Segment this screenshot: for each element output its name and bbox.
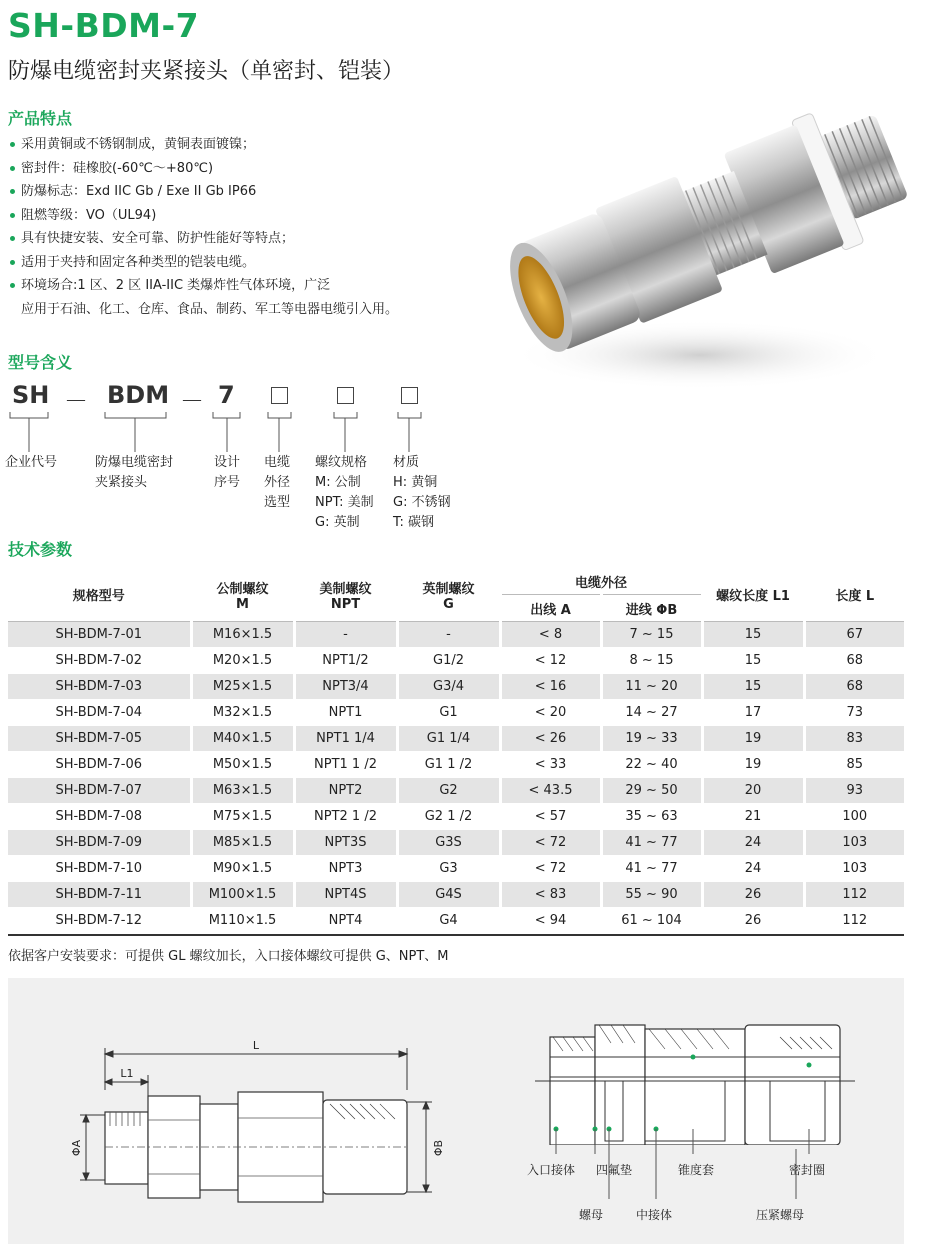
model-connector-lines [0, 408, 440, 458]
product-photo [500, 90, 920, 400]
model-desc-product: 防爆电缆密封 夹紧接头 [95, 455, 174, 490]
part-label-ptfe: 四氟垫 [596, 1163, 633, 1177]
feature-item: 采用黄铜或不锈钢制成，黄铜表面镀镍； [8, 133, 398, 157]
feature-item: 密封件：硅橡胶(-60℃～+80℃) [8, 157, 398, 181]
model-desc-design: 设计 序号 [214, 455, 241, 490]
header-out-a: 出线 A [500, 595, 601, 622]
part-label-press-nut: 压紧螺母 [756, 1208, 805, 1222]
model-box-thread [337, 387, 354, 404]
feature-item-continuation: 应用于石油、化工、仓库、食品、制药、军工等电器电缆引入用。 [21, 301, 399, 317]
model-heading: 型号含义 [8, 353, 73, 372]
section-drawing [525, 1015, 865, 1145]
part-label-middle: 中接体 [636, 1208, 673, 1222]
part-label-nut: 螺母 [579, 1208, 604, 1222]
dim-l1-label: L1 [120, 1067, 134, 1080]
tech-heading: 技术参数 [8, 540, 73, 559]
header-g: 英制螺纹 G [397, 568, 500, 622]
table-row: SH-BDM-7-10 M90×1.5 NPT3 G3 < 72 41 ~ 77 24 103 [8, 856, 904, 882]
dim-l-label: L [252, 1039, 260, 1052]
table-row: SH-BDM-7-12 M110×1.5 NPT4 G4 < 94 61 ~ 104 26 112 [8, 908, 904, 934]
model-desc-company: 企业代号 [5, 455, 58, 470]
model-box-material [401, 387, 418, 404]
model-code-7: 7 [218, 381, 235, 409]
spec-table [8, 568, 904, 934]
model-code-sh: SH [12, 381, 50, 409]
dim-b-label: ΦB [432, 1139, 445, 1157]
header-in-b: 进线 ΦB [601, 595, 702, 622]
header-npt: 美制螺纹 NPT [294, 568, 397, 622]
table-bottom-rule [8, 934, 904, 936]
model-dash: － [64, 387, 88, 415]
header-cable: 电缆外径 [500, 568, 702, 595]
features-heading: 产品特点 [8, 109, 73, 128]
feature-item: 阻燃等级：VO（UL94) [8, 204, 398, 228]
table-header-row [8, 568, 904, 595]
header-l: 长度 L [804, 568, 904, 622]
part-label-seal: 密封圈 [789, 1163, 826, 1177]
feature-item: 适用于夹持和固定各种类型的铠装电缆。 [8, 251, 398, 275]
table-row: SH-BDM-7-11 M100×1.5 NPT4S G4S < 83 55 ~ 90 26 112 [8, 882, 904, 908]
header-l1: 螺纹长度 L1 [702, 568, 804, 622]
part-label-inlet: 入口接体 [527, 1163, 576, 1177]
table-row: SH-BDM-7-01 M16×1.5 - - < 8 7 ~ 15 15 67 [8, 622, 904, 648]
dim-a-label: ΦA [70, 1139, 83, 1157]
table-row: SH-BDM-7-08 M75×1.5 NPT2 1 /2 G2 1 /2 < 57 35 ~ 63 21 100 [8, 804, 904, 830]
model-code-bdm: BDM [107, 381, 170, 409]
header-metric: 公制螺纹 M [191, 568, 294, 622]
table-row: SH-BDM-7-03 M25×1.5 NPT3/4 G3/4 < 16 11 ~ 20 15 68 [8, 674, 904, 700]
feature-item: 防爆标志：Exd IIC Gb / Exe II Gb IP66 [8, 180, 398, 204]
model-desc-material: 材质 H: 黄铜 G: 不锈钢 T: 碳钢 [393, 455, 451, 530]
feature-item: 环境场合:1 区、2 区 IIA-IIC 类爆炸性气体环境，广泛 [8, 274, 398, 298]
feature-item: 具有快捷安装、安全可靠、防护性能好等特点； [8, 227, 398, 251]
model-dash: － [180, 387, 204, 415]
page-title: SH-BDM-7 [8, 6, 200, 45]
model-desc-cable: 电缆 外径 选型 [264, 455, 291, 510]
part-label-cone: 锥度套 [678, 1163, 715, 1177]
page-subtitle: 防爆电缆密封夹紧接头（单密封、铠装） [8, 59, 405, 84]
model-box-cable [271, 387, 288, 404]
table-row: SH-BDM-7-05 M40×1.5 NPT1 1/4 G1 1/4 < 26 19 ~ 33 19 83 [8, 726, 904, 752]
table-row: SH-BDM-7-07 M63×1.5 NPT2 G2 < 43.5 29 ~ 50 20 93 [8, 778, 904, 804]
feature-list [8, 133, 398, 321]
table-row: SH-BDM-7-02 M20×1.5 NPT1/2 G1/2 < 12 8 ~ 15 15 68 [8, 648, 904, 674]
install-note: 依据客户安装要求：可提供 GL 螺纹加长，入口接体螺纹可提供 G、NPT、M [8, 949, 449, 964]
table-row: SH-BDM-7-06 M50×1.5 NPT1 1 /2 G1 1 /2 < 33 22 ~ 40 19 85 [8, 752, 904, 778]
dimension-drawing [60, 1030, 450, 1230]
model-desc-thread: 螺纹规格 M: 公制 NPT: 美制 G: 英制 [315, 455, 374, 530]
table-row: SH-BDM-7-09 M85×1.5 NPT3S G3S < 72 41 ~ 77 24 103 [8, 830, 904, 856]
header-model: 规格型号 [8, 568, 191, 622]
table-row: SH-BDM-7-04 M32×1.5 NPT1 G1 < 20 14 ~ 27 17 73 [8, 700, 904, 726]
